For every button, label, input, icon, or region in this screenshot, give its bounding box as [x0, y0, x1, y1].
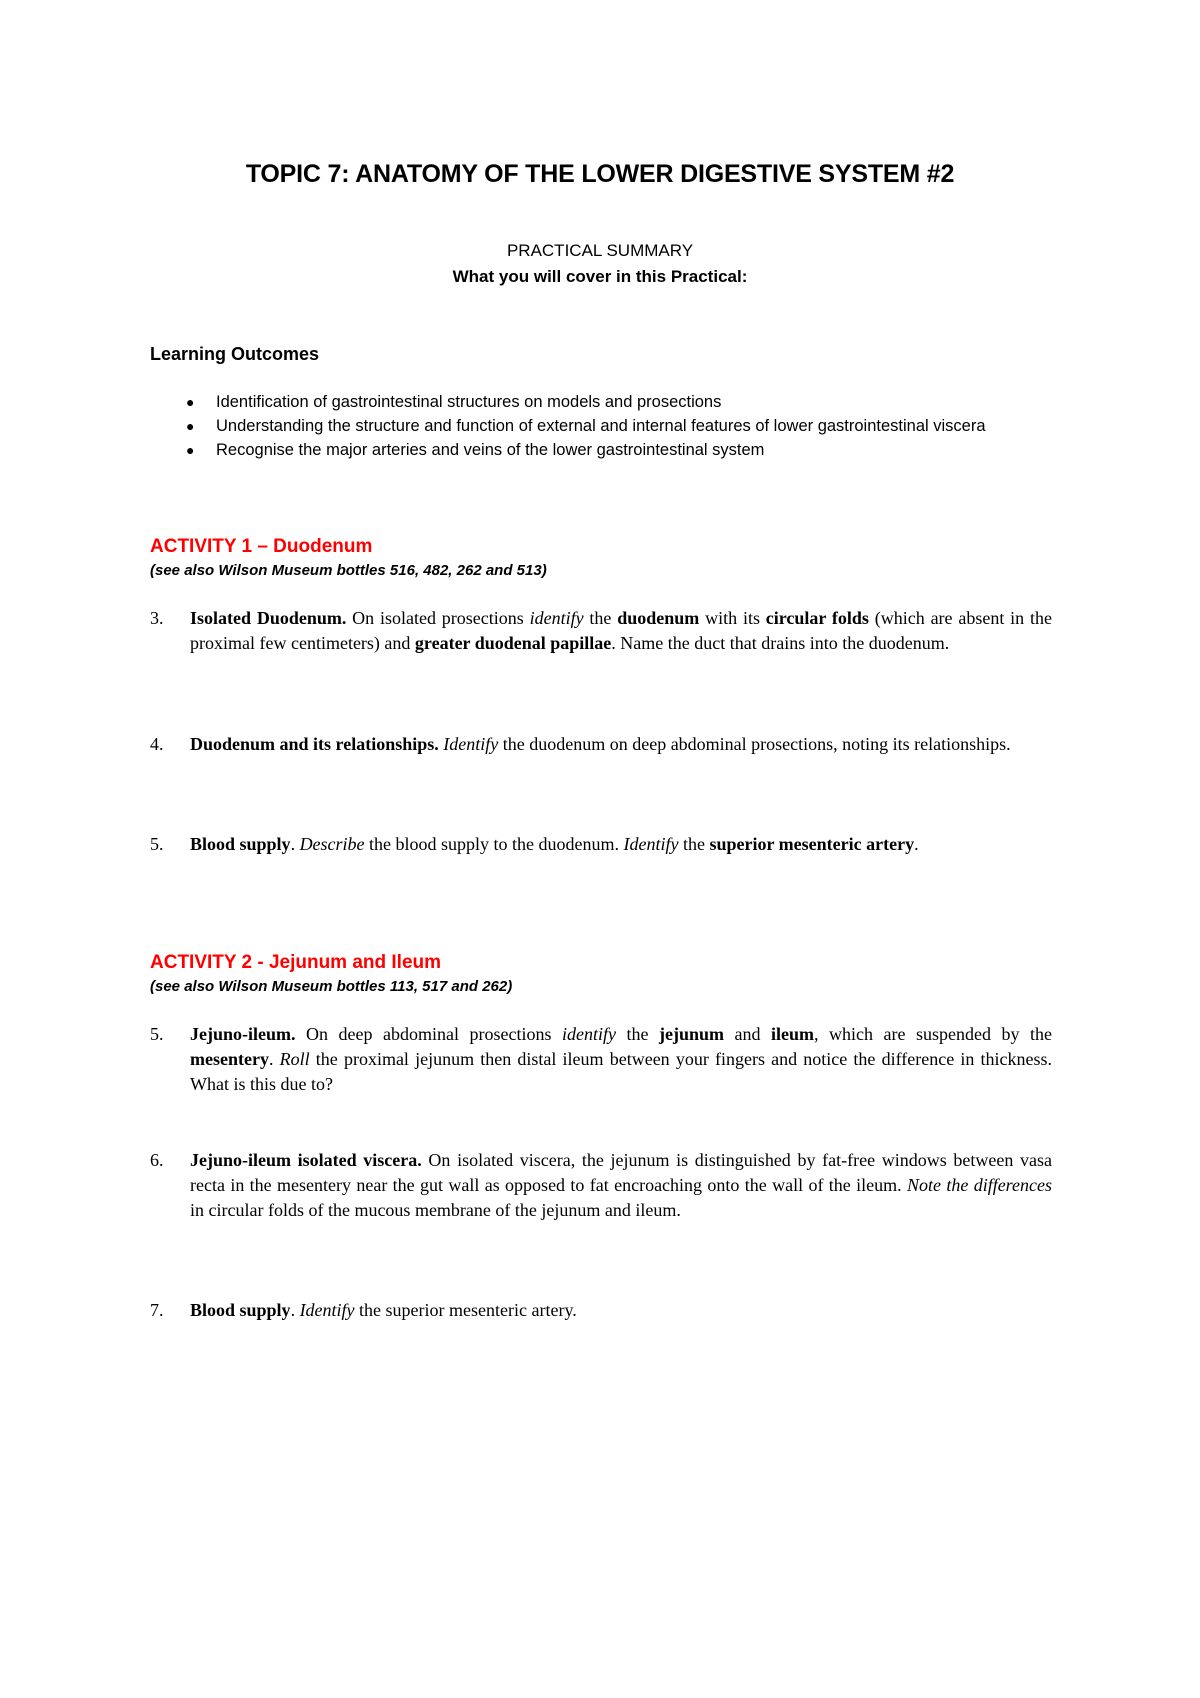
item-text: Duodenum and its relationships. Identify the duodenum on deep abdominal prosections, noting its relationships. [190, 734, 1011, 754]
activity-1-note: (see also Wilson Museum bottles 516, 482, 262 and 513) [150, 562, 547, 579]
activity-2-item-7 [150, 1298, 1052, 1323]
bullet-icon: ● [186, 442, 195, 458]
activity-1-item-4 [150, 732, 1052, 757]
list-item [150, 414, 1052, 438]
item-number: 6. [150, 1150, 164, 1170]
item-text: Blood supply. Identify the superior mesenteric artery. [190, 1300, 577, 1320]
outcome-text: Recognise the major arteries and veins of the lower gastrointestinal system [216, 441, 765, 459]
activity-2-item-6 [150, 1148, 1052, 1223]
item-text: Jejuno-ileum isolated viscera. On isolated viscera, the jejunum is distinguished by fat-free windows between vasa recta in the mesentery near the gut wall as opposed to fat encroaching onto the wall of the ileum. Note the differences in circular folds of the mucous membrane of the jejunum and ileum. [190, 1150, 1052, 1220]
item-number: 7. [150, 1300, 164, 1320]
page-title: TOPIC 7: ANATOMY OF THE LOWER DIGESTIVE SYSTEM #2 [245, 160, 955, 188]
item-text: Jejuno-ileum. On deep abdominal prosections identify the jejunum and ileum, which are suspended by the mesentery. Roll the proximal jejunum then distal ileum between your fingers and notice the difference in thickness. What is this due to? [190, 1024, 1053, 1094]
summary-subheading: What you will cover in this Practical: [452, 267, 748, 286]
outcome-text: Identification of gastrointestinal structures on models and prosections [216, 393, 722, 411]
item-number: 3. [150, 608, 164, 628]
activity-1-item-5 [150, 832, 1052, 857]
learning-outcomes-heading: Learning Outcomes [150, 344, 320, 364]
activity-2-heading: ACTIVITY 2 - Jejunum and Ileum [150, 952, 442, 973]
item-text: Isolated Duodenum. On isolated prosections identify the duodenum with its circular folds (which are absent in the proximal few centimeters) and greater duodenal papillae. Name the duct that drains into the duodenum. [190, 608, 1052, 653]
bullet-icon: ● [186, 418, 195, 434]
list-item [150, 438, 1052, 462]
activity-1-heading: ACTIVITY 1 – Duodenum [150, 536, 373, 557]
item-text: Blood supply. Describe the blood supply to the duodenum. Identify the superior mesenteric artery. [190, 834, 919, 854]
learning-outcomes-list [150, 390, 1052, 462]
outcome-text: Understanding the structure and function of external and internal features of lower gastrointestinal viscera [216, 417, 986, 435]
summary-heading: PRACTICAL SUMMARY [506, 241, 694, 260]
list-item [150, 390, 1052, 414]
bullet-icon: ● [186, 394, 195, 410]
activity-2-note: (see also Wilson Museum bottles 113, 517 and 262) [150, 978, 513, 995]
item-number: 5. [150, 1024, 164, 1044]
activity-1-item-3 [150, 606, 1052, 656]
practical-summary [0, 238, 1200, 290]
item-number: 5. [150, 834, 164, 854]
item-number: 4. [150, 734, 164, 754]
activity-2-item-5 [150, 1022, 1052, 1097]
